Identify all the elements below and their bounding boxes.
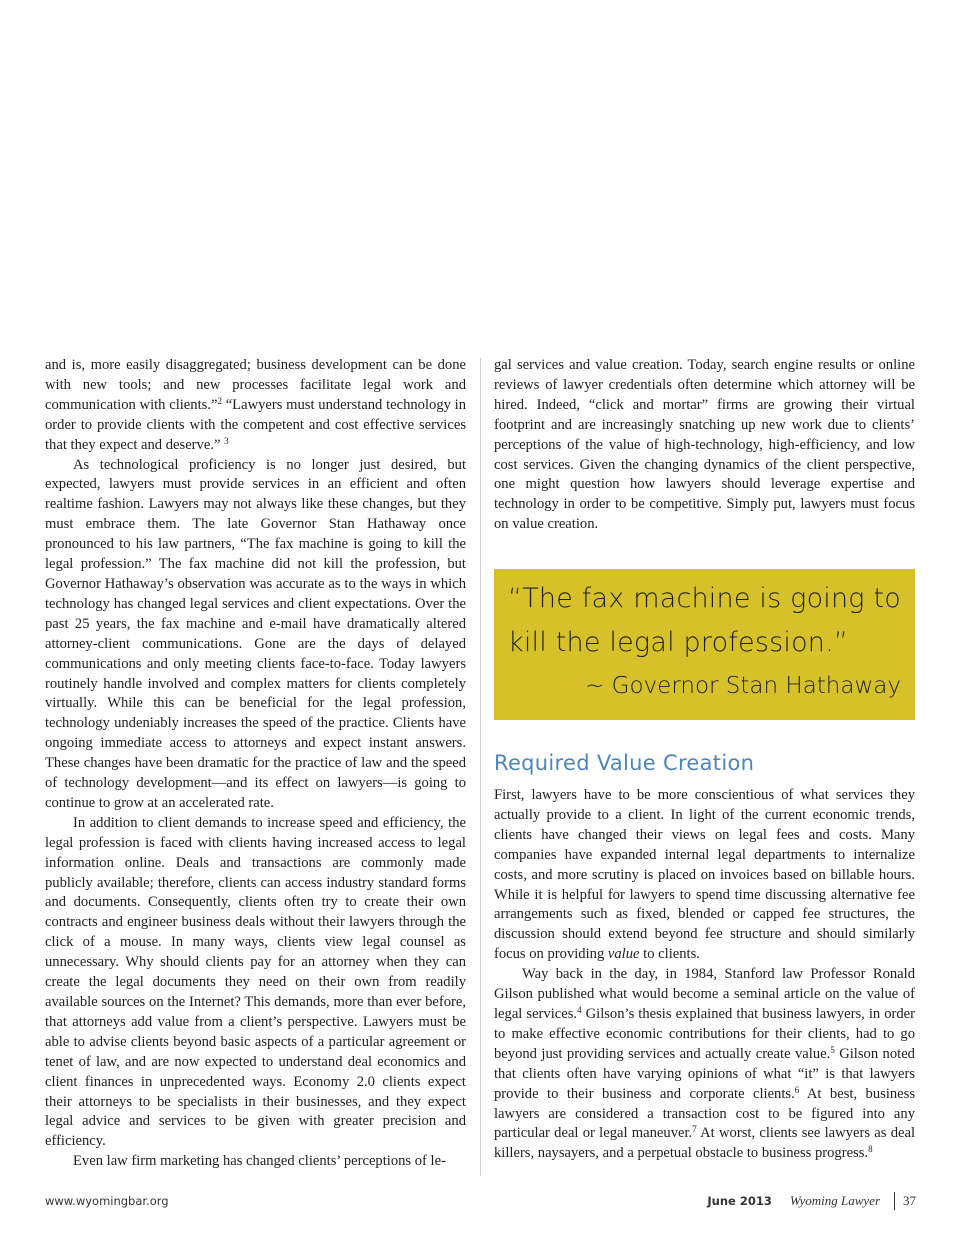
text-run: Gilson’s thesis explained that business lawyers, in order to make effective economic contributions for their clients, had to go beyond just providing services and actually create value. bbox=[494, 1005, 915, 1062]
footnote-ref: 7 bbox=[692, 1124, 697, 1135]
pull-quote-attribution: ~ Governor Stan Hathaway bbox=[585, 673, 901, 699]
footer-separator bbox=[894, 1192, 895, 1210]
paragraph: gal services and value creation. Today, search engine results or online reviews of lawyer credentials often determine which attorney will be hired. Indeed, “click and mortar” firms are growing their virtual footprint and are increasingly snatching up new work due to clients’ perceptions of the value of high-technology, high-efficiency, and low cost services. Given the changing dynamics of the client perspective, one might question how lawyers should leverage expertise and technology in order to be competitive. Simply put, lawyers must focus on value creation. bbox=[494, 357, 915, 533]
text-run: At worst, clients see lawyers as deal killers, naysayers, and a perpetual obstacle to business progress. bbox=[494, 1125, 915, 1162]
right-column-top bbox=[494, 356, 915, 535]
pull-quote-text: “The fax machine is going to kill the legal profession.” bbox=[508, 583, 901, 658]
page-number: 37 bbox=[903, 1193, 916, 1208]
paragraph bbox=[494, 965, 915, 1164]
column-divider bbox=[480, 358, 481, 1176]
footnote-ref: 6 bbox=[794, 1084, 800, 1095]
footnote-ref: 3 bbox=[224, 435, 229, 446]
text-run: Gilson noted that clients often have varying opinions of what “it” is that lawyers provide to their business and corporate clients. bbox=[494, 1045, 915, 1102]
left-column bbox=[45, 356, 466, 1172]
footnote-ref: 8 bbox=[868, 1144, 873, 1155]
text-run: Way back in the day, in 1984, Stanford law Professor Ronald Gilson published what would become a seminal article on the value of legal services. bbox=[494, 966, 915, 1022]
paragraph: In addition to client demands to increase speed and efficiency, the legal profession is faced with clients having increased access to legal information online. Deals and transactions are commonly made publicly available; therefore, clients can access industry standard forms and documents. Consequently, clients often try to create their own contracts and engineer business deals without their lawyers through the click of a mouse. In many ways, clients view legal counsel as unnecessary. Why should clients pay for an attorney when they can create the legal documents they need on their own from readily available sources on the Internet? This demands, more than ever before, that attorneys add value from a client’s perspective. Lawyers must be able to advise clients beyond basic aspects of a particular agreement or tenet of law, and are now expected to understand deal economics and client finances in unprecedented ways. Economy 2.0 clients expect their attorneys to be specialists in their businesses, and they expect legal advice and services to be given with greater precision and efficiency. bbox=[45, 814, 466, 1150]
footer-publication: Wyoming Lawyer bbox=[789, 1193, 880, 1208]
footnote-ref: 5 bbox=[830, 1044, 835, 1055]
text-run: “Lawyers must understand technology in order to provide clients with the competent and cost effective services that they expect and deserve.” bbox=[45, 396, 467, 453]
text-run: and is, more easily disaggregated; business development can be done with new tools; and new processes facilitate legal work and communication with clients.” bbox=[45, 357, 466, 413]
right-column-bottom bbox=[494, 786, 915, 1164]
text-run: First, lawyers have to be more conscientious of what services they actually provide to a client. In light of the current economic trends, clients have changed their views on legal fees and costs. Many companies have expanded internal legal departments to internalize costs, and more scrutiny is placed on invoices based on billable hours. While it is helpful for lawyers to spend time discussing alternative fee arrangements such as fixed, blended or capped fee structures, the discussion should extend beyond fee structure and should similarly focus on providing bbox=[494, 787, 915, 963]
section-heading: Required Value Creation bbox=[494, 751, 755, 775]
footer-date: June 2013 bbox=[707, 1194, 772, 1208]
paragraph: Even law firm marketing has changed clients’ perceptions of le- bbox=[73, 1153, 446, 1170]
emphasis: value bbox=[607, 946, 640, 963]
footnote-ref: 4 bbox=[577, 1004, 582, 1015]
footer-website-url[interactable]: www.wyomingbar.org bbox=[45, 1194, 169, 1208]
paragraph: As technological proficiency is no longer just desired, but expected, lawyers must provide services in an efficient and often realtime fashion. Lawyers may not always like these changes, but they must embrace them. The late Governor Stan Hathaway once pronounced to his law partners, “The fax machine is going to kill the legal profession.” The fax machine did not kill the profession, but Governor Hathaway’s observation was accurate as to the ways in which technology has changed legal services and client expectations. Over the past 25 years, the fax machine and e-mail have dramatically altered attorney-client communications. Gone are the days of delayed communications and only meeting clients face-to-face. Today lawyers routinely handle involved and complex matters for clients completely virtually. While this can be beneficial for the legal profession, technology undeniably increases the speed of the practice. Clients have ongoing immediate access to attorneys and expect instant answers. These changes have been dramatic for the practice of law and the speed of technology development—and its effect on lawyers—is going to continue to grow at an accelerated rate. bbox=[45, 456, 466, 811]
text-run: to clients. bbox=[639, 946, 700, 963]
footer-issue-info bbox=[707, 1192, 916, 1210]
paragraph bbox=[45, 356, 466, 456]
text-run: At best, business lawyers are considered a transaction cost to be figured into any particular deal or legal maneuver. bbox=[494, 1085, 916, 1142]
footnote-ref: 2 bbox=[217, 395, 222, 406]
paragraph bbox=[494, 786, 915, 965]
pull-quote bbox=[494, 569, 915, 720]
